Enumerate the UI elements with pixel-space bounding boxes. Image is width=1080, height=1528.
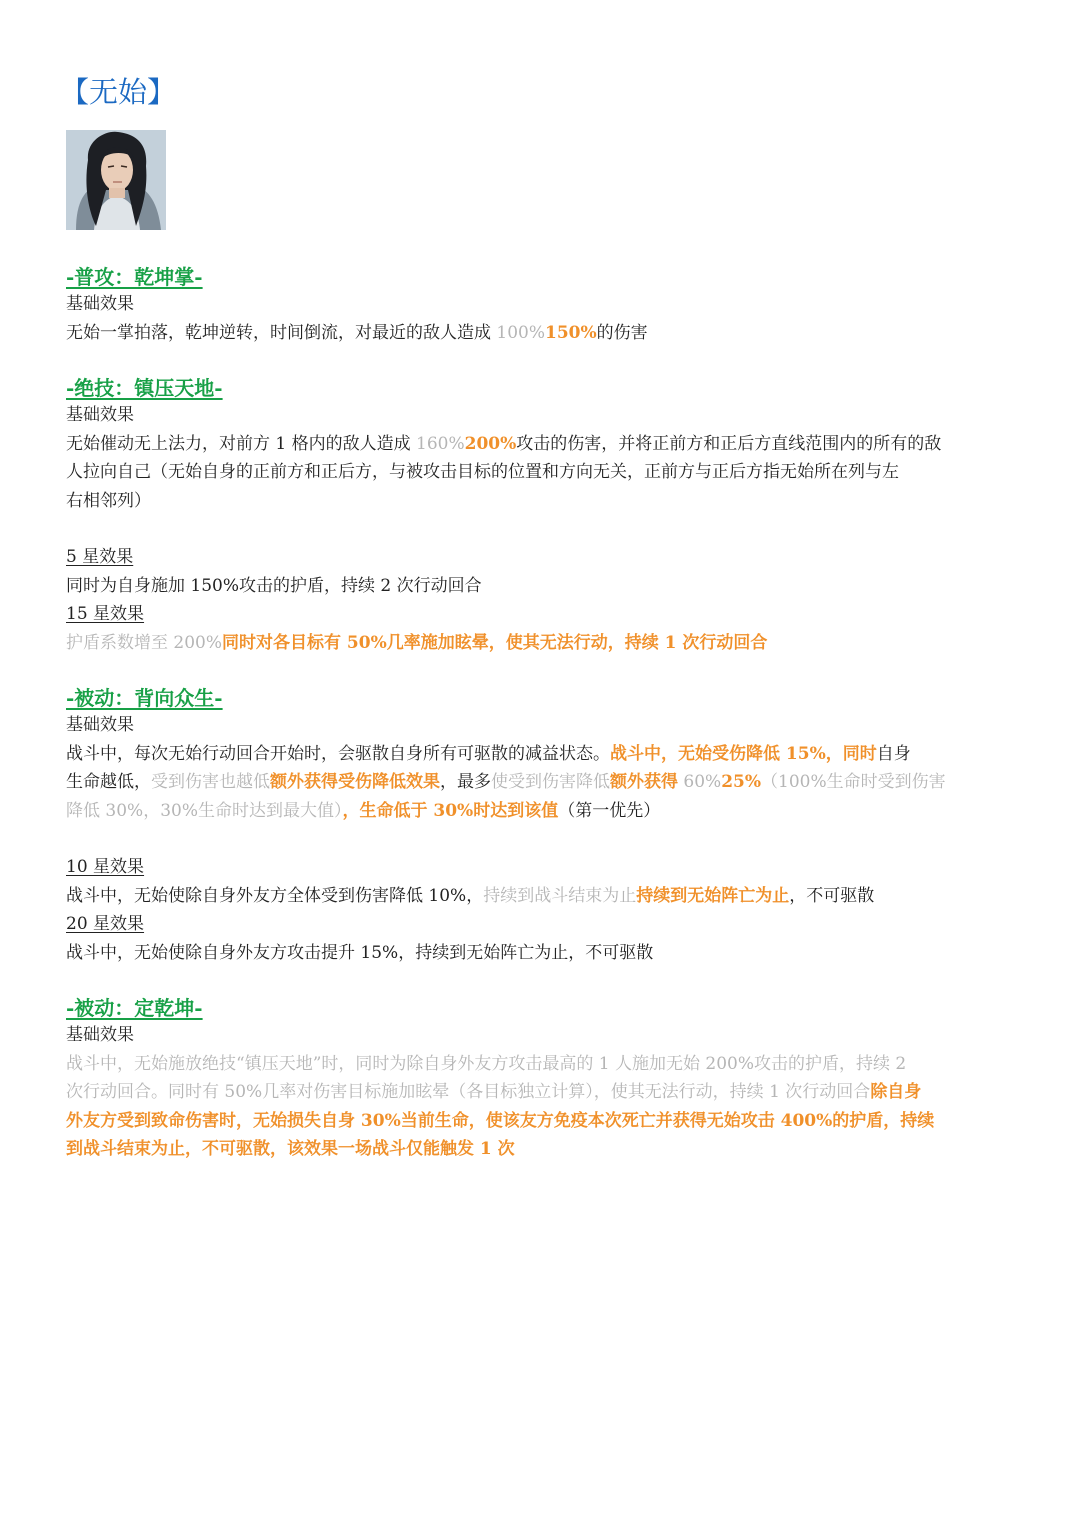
text-run: ，最多 [440, 772, 491, 792]
star10-text [66, 882, 1026, 911]
attack-base-text [66, 319, 1026, 348]
hero-portrait-icon [66, 130, 166, 230]
text-run: 战斗中，每次无始行动回合开始时，会驱散自身所有可驱散的减益状态。 [66, 743, 610, 764]
star20-text: 战斗中，无始使除自身外友方攻击提升 15%，持续到无始阵亡为止，不可驱散 [66, 942, 654, 963]
ultimate-base-text [66, 430, 1026, 516]
star10-label: 10 星效果 [66, 857, 145, 877]
text-run: 的伤害 [596, 322, 648, 343]
passive1-base-label: 基础效果 [66, 715, 134, 735]
section-title-passive2: -被动：定乾坤- [66, 996, 203, 1020]
new-text: 战斗中，无始受伤降低 15%，同时 [610, 743, 877, 764]
old-text: 次行动回合。同时有 50%几率对伤害目标施加眩晕（各目标独立计算），使其无法行动，持续 1 次行动回合 [66, 1082, 871, 1102]
ultimate-base-label: 基础效果 [66, 405, 134, 425]
star5-label: 5 星效果 [66, 547, 134, 567]
new-text: 到战斗结束为止，不可驱散，该效果一场战斗仅能触发 1 次 [66, 1139, 515, 1159]
old-text: 持续到战斗结束为止 [483, 885, 637, 906]
star15-label: 15 星效果 [66, 604, 145, 624]
new-text: 同时对各目标有 50%几率施加眩晕，使其无法行动，持续 1 次行动回合 [222, 632, 768, 653]
text-run: （第一优先） [558, 800, 661, 821]
section-title-passive1: -被动：背向众生- [66, 686, 223, 710]
new-text: 额外获得 [610, 772, 678, 792]
old-value: 160% [416, 433, 465, 454]
new-text: ，生命低于 30%时达到该值 [342, 800, 559, 821]
page-title: 【无始】 [60, 75, 177, 109]
text-run: 无始催动无上法力，对前方 1 格内的敌人造成 [66, 433, 417, 454]
old-value: 100% [496, 322, 546, 343]
new-text: 额外获得受伤降低效果 [270, 772, 440, 792]
text-run: 无始一掌拍落，乾坤逆转，时间倒流，对最近的敌人造成 [66, 322, 497, 343]
new-value: 150% [545, 322, 597, 343]
old-text: （100%生命时受到伤害 [761, 772, 946, 792]
passive1-base-text [66, 740, 1026, 826]
text-run: 攻击的伤害，并将正前方和正后方直线范围内的所有的敌 [516, 433, 942, 454]
section-title-ultimate: -绝技：镇压天地- [66, 376, 223, 400]
new-value: 200% [464, 433, 517, 454]
text-run: 生命越低， [66, 772, 151, 792]
new-text: 持续到无始阵亡为止 [636, 885, 790, 906]
old-text: 受到伤害也越低 [151, 772, 270, 792]
new-text: 外友方受到致命伤害时，无始损失自身 30%当前生命，使该友方免疫本次死亡并获得无始攻击 400%的护盾，持续 [66, 1110, 935, 1131]
star20-label: 20 星效果 [66, 914, 145, 934]
text-run: 战斗中，无始使除自身外友方全体受到伤害降低 10%， [66, 885, 484, 906]
skill-document [60, 70, 1026, 1164]
text-run: 人拉向自己（无始自身的正前方和正后方，与被攻击目标的位置和方向无关，正前方与正后方指无始所在列与左 [66, 462, 899, 482]
section-title-attack: -普攻：乾坤掌- [66, 265, 203, 289]
star5-text: 同时为自身施加 150%攻击的护盾，持续 2 次行动回合 [66, 575, 482, 596]
portrait-illustration [66, 130, 166, 230]
star15-text [66, 629, 1026, 658]
old-text: 战斗中，无始施放绝技“镇压天地”时，同时为除自身外友方攻击最高的 1 人施加无始 200%攻击的护盾，持续 2 [66, 1053, 907, 1074]
text-run: 自身 [876, 743, 911, 764]
old-text: 使受到伤害降低 [491, 772, 610, 792]
passive2-base-text [66, 1050, 1026, 1164]
passive2-base-label: 基础效果 [66, 1025, 134, 1045]
text-run: ，不可驱散 [789, 885, 875, 906]
new-text: 除自身 [870, 1082, 922, 1102]
attack-base-label: 基础效果 [66, 294, 134, 314]
old-value: 60% [678, 772, 722, 792]
old-text: 护盾系数增至 200% [66, 632, 223, 653]
new-value: 25% [721, 772, 762, 792]
old-text: 降低 30%，30%生命时达到最大值） [66, 800, 343, 821]
text-run: 右相邻列） [66, 490, 151, 511]
